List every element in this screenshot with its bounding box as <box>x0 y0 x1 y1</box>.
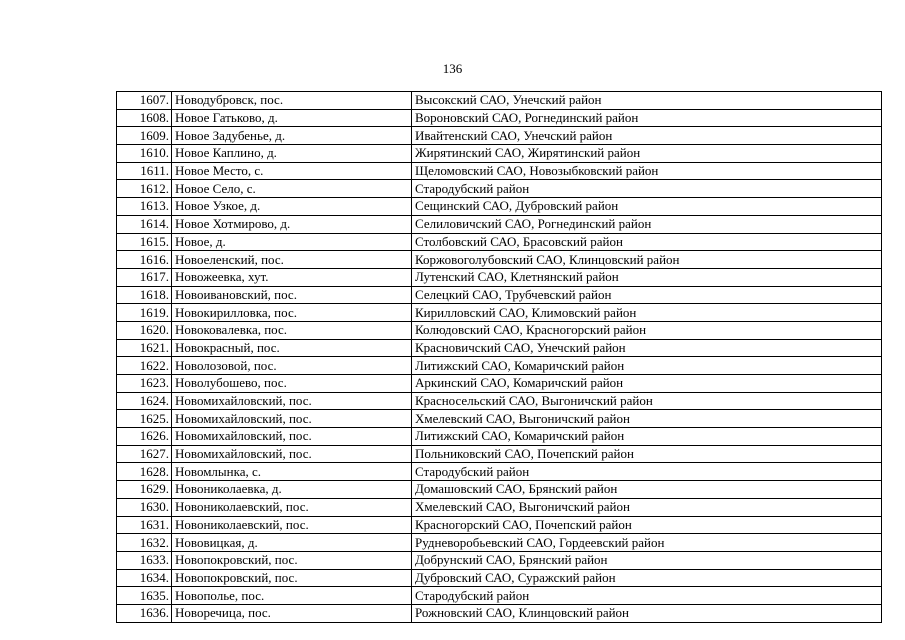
table-row <box>117 534 882 552</box>
district-cell: Рудневоробьевский САО, Гордеевский район <box>412 534 882 552</box>
table-row <box>117 498 882 516</box>
row-number-cell: 1636. <box>117 604 172 622</box>
row-number-cell: 1624. <box>117 392 172 410</box>
district-cell: Литижский САО, Комаричский район <box>412 357 882 375</box>
row-number-cell: 1628. <box>117 463 172 481</box>
table-row <box>117 286 882 304</box>
settlement-name-cell: Новоеленский, пос. <box>172 251 412 269</box>
table-row <box>117 92 882 110</box>
table-row <box>117 481 882 499</box>
settlement-name-cell: Новое Место, с. <box>172 162 412 180</box>
table-row <box>117 268 882 286</box>
settlement-name-cell: Новокрасный, пос. <box>172 339 412 357</box>
settlement-name-cell: Новомихайловский, пос. <box>172 410 412 428</box>
district-cell: Колюдовский САО, Красногорский район <box>412 321 882 339</box>
settlement-name-cell: Новое Задубенье, д. <box>172 127 412 145</box>
table-row <box>117 587 882 605</box>
settlement-name-cell: Новомихайловский, пос. <box>172 428 412 446</box>
district-cell: Щеломовский САО, Новозыбковский район <box>412 162 882 180</box>
settlement-name-cell: Новое Каплино, д. <box>172 145 412 163</box>
settlement-name-cell: Новое Хотмирово, д. <box>172 215 412 233</box>
district-cell: Дубровский САО, Суражский район <box>412 569 882 587</box>
row-number-cell: 1620. <box>117 321 172 339</box>
table-row <box>117 569 882 587</box>
settlement-name-cell: Новониколаевский, пос. <box>172 498 412 516</box>
settlement-name-cell: Новолозовой, пос. <box>172 357 412 375</box>
row-number-cell: 1627. <box>117 445 172 463</box>
table-row <box>117 463 882 481</box>
district-cell: Хмелевский САО, Выгоничский район <box>412 410 882 428</box>
settlement-name-cell: Новоивановский, пос. <box>172 286 412 304</box>
table-row <box>117 428 882 446</box>
table-row <box>117 604 882 622</box>
district-cell: Стародубский район <box>412 180 882 198</box>
table-row <box>117 321 882 339</box>
settlements-table-body <box>117 92 882 623</box>
settlement-name-cell: Новополье, пос. <box>172 587 412 605</box>
settlement-name-cell: Новониколаевский, пос. <box>172 516 412 534</box>
table-row <box>117 233 882 251</box>
table-row <box>117 392 882 410</box>
table-row <box>117 162 882 180</box>
district-cell: Красногорский САО, Почепский район <box>412 516 882 534</box>
settlement-name-cell: Новое, д. <box>172 233 412 251</box>
table-row <box>117 304 882 322</box>
table-row <box>117 551 882 569</box>
row-number-cell: 1625. <box>117 410 172 428</box>
row-number-cell: 1623. <box>117 375 172 393</box>
district-cell: Рожновский САО, Клинцовский район <box>412 604 882 622</box>
settlement-name-cell: Новожеевка, хут. <box>172 268 412 286</box>
settlement-name-cell: Новомихайловский, пос. <box>172 392 412 410</box>
table-row <box>117 215 882 233</box>
table-row <box>117 198 882 216</box>
district-cell: Ивайтенский САО, Унечский район <box>412 127 882 145</box>
district-cell: Хмелевский САО, Выгоничский район <box>412 498 882 516</box>
row-number-cell: 1610. <box>117 145 172 163</box>
table-row <box>117 445 882 463</box>
district-cell: Домашовский САО, Брянский район <box>412 481 882 499</box>
row-number-cell: 1629. <box>117 481 172 499</box>
district-cell: Сещинский САО, Дубровский район <box>412 198 882 216</box>
district-cell: Аркинский САО, Комаричский район <box>412 375 882 393</box>
row-number-cell: 1632. <box>117 534 172 552</box>
row-number-cell: 1619. <box>117 304 172 322</box>
settlement-name-cell: Новое Село, с. <box>172 180 412 198</box>
row-number-cell: 1622. <box>117 357 172 375</box>
table-row <box>117 251 882 269</box>
row-number-cell: 1608. <box>117 109 172 127</box>
settlement-name-cell: Новомлынка, с. <box>172 463 412 481</box>
row-number-cell: 1618. <box>117 286 172 304</box>
row-number-cell: 1614. <box>117 215 172 233</box>
settlement-name-cell: Новодубровск, пос. <box>172 92 412 110</box>
row-number-cell: 1613. <box>117 198 172 216</box>
row-number-cell: 1616. <box>117 251 172 269</box>
district-cell: Высокский САО, Унечский район <box>412 92 882 110</box>
page-number: 136 <box>442 61 463 76</box>
district-cell: Селиловичский САО, Рогнединский район <box>412 215 882 233</box>
row-number-cell: 1611. <box>117 162 172 180</box>
table-row <box>117 127 882 145</box>
table-row <box>117 339 882 357</box>
district-cell: Красновичский САО, Унечский район <box>412 339 882 357</box>
settlements-table <box>116 91 882 623</box>
settlement-name-cell: Новое Гатьково, д. <box>172 109 412 127</box>
table-row <box>117 357 882 375</box>
table-row <box>117 375 882 393</box>
row-number-cell: 1630. <box>117 498 172 516</box>
district-cell: Вороновский САО, Рогнединский район <box>412 109 882 127</box>
table-row <box>117 516 882 534</box>
row-number-cell: 1633. <box>117 551 172 569</box>
district-cell: Добрунский САО, Брянский район <box>412 551 882 569</box>
row-number-cell: 1626. <box>117 428 172 446</box>
table-row <box>117 410 882 428</box>
district-cell: Коржовоголубовский САО, Клинцовский район <box>412 251 882 269</box>
row-number-cell: 1635. <box>117 587 172 605</box>
row-number-cell: 1617. <box>117 268 172 286</box>
district-cell: Литижский САО, Комаричский район <box>412 428 882 446</box>
district-cell: Красносельский САО, Выгоничский район <box>412 392 882 410</box>
settlement-name-cell: Новолубошево, пос. <box>172 375 412 393</box>
settlement-name-cell: Новомихайловский, пос. <box>172 445 412 463</box>
settlement-name-cell: Новокирилловка, пос. <box>172 304 412 322</box>
district-cell: Селецкий САО, Трубчевский район <box>412 286 882 304</box>
table-row <box>117 180 882 198</box>
settlement-name-cell: Новопокровский, пос. <box>172 551 412 569</box>
district-cell: Стародубский район <box>412 587 882 605</box>
row-number-cell: 1612. <box>117 180 172 198</box>
settlement-name-cell: Новое Узкое, д. <box>172 198 412 216</box>
row-number-cell: 1609. <box>117 127 172 145</box>
settlement-name-cell: Нововицкая, д. <box>172 534 412 552</box>
row-number-cell: 1634. <box>117 569 172 587</box>
district-cell: Стародубский район <box>412 463 882 481</box>
table-row <box>117 145 882 163</box>
district-cell: Столбовский САО, Брасовский район <box>412 233 882 251</box>
district-cell: Польниковский САО, Почепский район <box>412 445 882 463</box>
district-cell: Лутенский САО, Клетнянский район <box>412 268 882 286</box>
district-cell: Жирятинский САО, Жирятинский район <box>412 145 882 163</box>
row-number-cell: 1615. <box>117 233 172 251</box>
settlement-name-cell: Новоковалевка, пос. <box>172 321 412 339</box>
settlement-name-cell: Новоречица, пос. <box>172 604 412 622</box>
settlement-name-cell: Новопокровский, пос. <box>172 569 412 587</box>
settlement-name-cell: Новониколаевка, д. <box>172 481 412 499</box>
row-number-cell: 1631. <box>117 516 172 534</box>
row-number-cell: 1621. <box>117 339 172 357</box>
district-cell: Кирилловский САО, Климовский район <box>412 304 882 322</box>
table-row <box>117 109 882 127</box>
row-number-cell: 1607. <box>117 92 172 110</box>
